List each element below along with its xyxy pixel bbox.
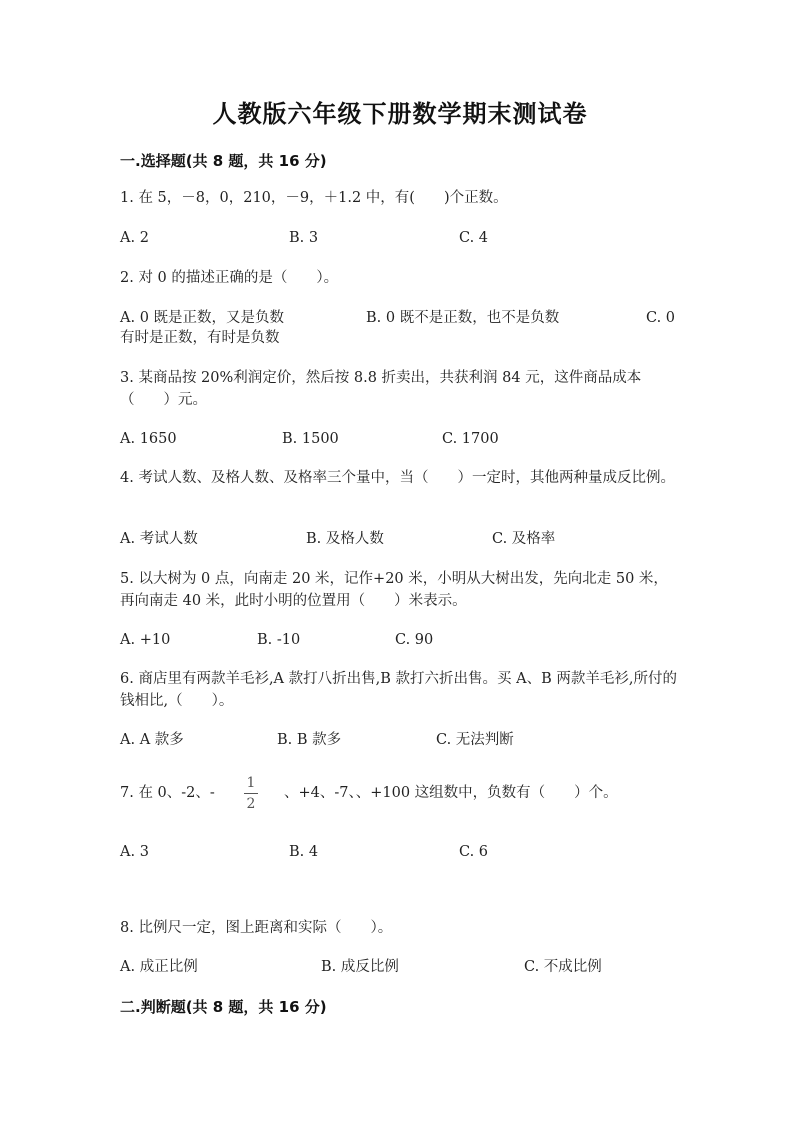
question-6: 6. 商店里有两款羊毛衫,A 款打八折出售,B 款打六折出售。买 A、B 两款羊毛衫,所付的钱相比,（ ）。 — [120, 671, 677, 709]
q6-option-b: B. B 款多 — [277, 732, 342, 748]
q5-option-c: C. 90 — [395, 632, 434, 648]
q3-option-a: A. 1650 — [120, 431, 177, 447]
fraction-denominator: 2 — [246, 796, 256, 812]
q8-option-b: B. 成反比例 — [321, 959, 399, 975]
q1-option-a: A. 2 — [120, 230, 149, 246]
q8-option-a: A. 成正比例 — [120, 959, 198, 975]
question-1: 1. 在 5，－8，0，210，－9，＋1.2 中，有( )个正数。 — [120, 190, 508, 206]
q4-option-b: B. 及格人数 — [306, 531, 384, 547]
q2-option-c: C. 0 — [646, 310, 676, 326]
q5-option-b: B. -10 — [257, 632, 301, 648]
q7-option-c: C. 6 — [459, 844, 489, 860]
q7-option-a: A. 3 — [120, 844, 149, 860]
fraction-numerator: 1 — [246, 775, 256, 791]
fraction-bar — [244, 793, 258, 794]
q2-option-b: B. 0 既不是正数，也不是负数 — [366, 310, 560, 326]
question-7-after: 、+4、-7、、+100 这组数中，负数有（ ）个。 — [284, 785, 618, 801]
page-title: 人教版六年级下册数学期末测试卷 — [212, 100, 588, 128]
question-4: 4. 考试人数、及格人数、及格率三个量中，当（ ）一定时，其他两种量成反比例。 — [120, 470, 675, 486]
question-7-before: 7. 在 0、-2、- — [120, 785, 215, 801]
q5-option-a: A. +10 — [120, 632, 171, 648]
q3-option-b: B. 1500 — [282, 431, 339, 447]
q6-option-a: A. A 款多 — [120, 732, 184, 748]
fraction-one-half — [244, 775, 258, 812]
q7-option-b: B. 4 — [289, 844, 319, 860]
q2-option-a: A. 0 既是正数，又是负数 — [120, 310, 285, 326]
question-2: 2. 对 0 的描述正确的是（ ）。 — [120, 270, 339, 286]
q1-option-c: C. 4 — [459, 230, 489, 246]
section-heading-choice: 一.选择题(共 8 题，共 16 分) — [120, 152, 327, 170]
q4-option-a: A. 考试人数 — [120, 531, 198, 547]
q2-option-c-continued: 有时是正数，有时是负数 — [120, 330, 280, 346]
section-heading-judgement: 二.判断题(共 8 题，共 16 分) — [120, 998, 327, 1016]
q1-option-b: B. 3 — [289, 230, 319, 246]
question-5: 5. 以大树为 0 点，向南走 20 米，记作+20 米，小明从大树出发，先向北走 50 米，再向南走 40 米，此时小明的位置用（ ）米表示。 — [120, 571, 668, 609]
q3-option-c: C. 1700 — [442, 431, 499, 447]
q8-option-c: C. 不成比例 — [524, 959, 602, 975]
question-8: 8. 比例尺一定，图上距离和实际（ ）。 — [120, 920, 393, 936]
q6-option-c: C. 无法判断 — [436, 732, 514, 748]
q4-option-c: C. 及格率 — [492, 531, 556, 547]
question-3: 3. 某商品按 20%利润定价，然后按 8.8 折卖出，共获利润 84 元，这件商品成本（ ）元。 — [120, 370, 642, 408]
